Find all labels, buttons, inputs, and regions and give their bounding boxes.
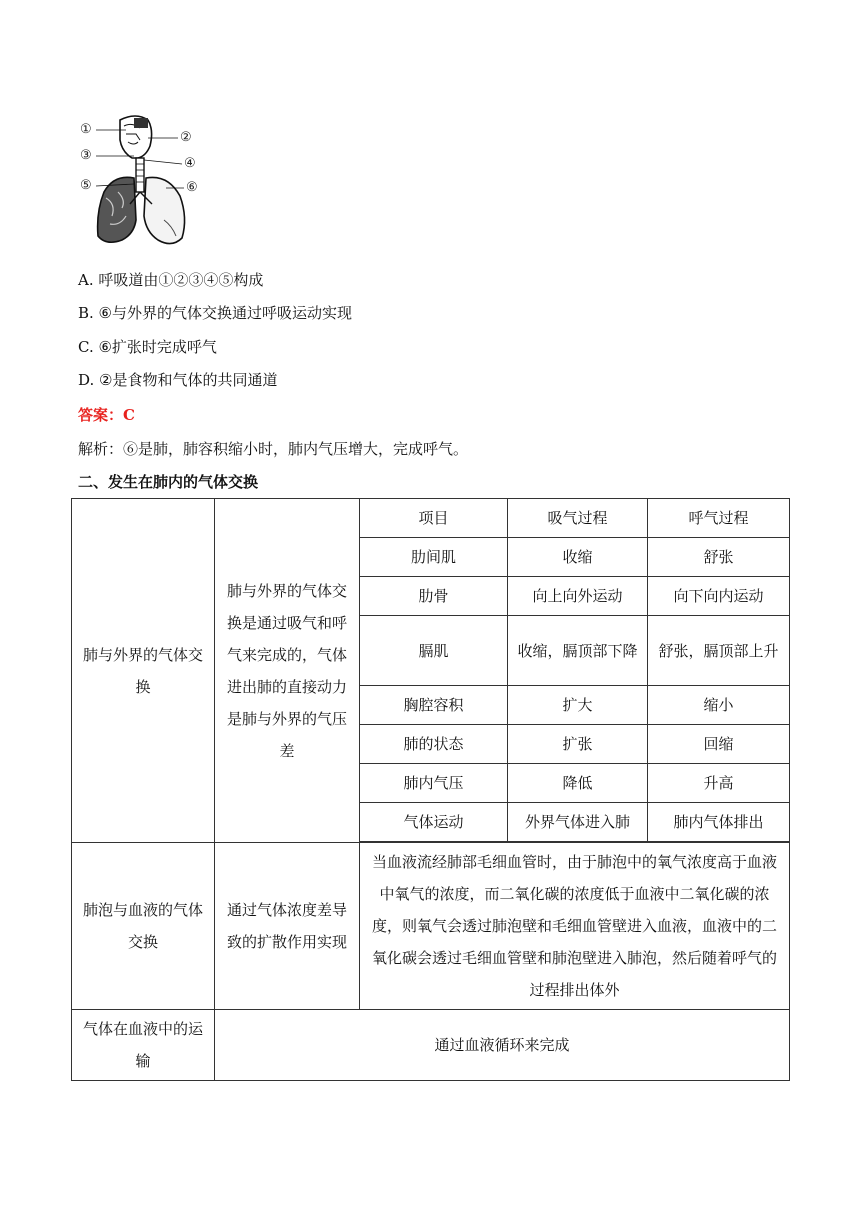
table-cell: 向上向外运动 xyxy=(508,577,648,616)
table-cell: 升高 xyxy=(648,764,790,803)
table-cell: 肺内气压 xyxy=(360,764,508,803)
description-cell-alveoli-blood: 通过气体浓度差导致的扩散作用实现 xyxy=(215,843,360,1010)
table-cell: 舒张，膈顶部上升 xyxy=(648,616,790,686)
table-cell: 向下向内运动 xyxy=(648,577,790,616)
table-cell: 扩大 xyxy=(508,686,648,725)
figure-label-6: ⑥ xyxy=(186,180,198,195)
respiratory-system-diagram xyxy=(76,112,206,252)
gas-exchange-table xyxy=(71,498,790,1081)
header-item: 项目 xyxy=(360,499,508,538)
table-row xyxy=(72,843,790,1010)
category-cell-blood-transport: 气体在血液中的运输 xyxy=(72,1010,215,1081)
description-cell-lung-external: 肺与外界的气体交换是通过吸气和呼气来完成的，气体进出肺的直接动力是肺与外界的气压差 xyxy=(215,499,360,843)
table-cell: 膈肌 xyxy=(360,616,508,686)
table-cell: 胸腔容积 xyxy=(360,686,508,725)
figure-label-2: ② xyxy=(180,130,192,145)
table-cell: 肺的状态 xyxy=(360,725,508,764)
header-exhale: 呼气过程 xyxy=(648,499,790,538)
option-a: A. 呼吸道由①②③④⑤构成 xyxy=(78,271,264,289)
table-cell: 舒张 xyxy=(648,538,790,577)
category-cell-lung-external: 肺与外界的气体交换 xyxy=(72,499,215,843)
option-b: B. ⑥与外界的气体交换通过呼吸运动实现 xyxy=(78,304,353,322)
answer-text: 答案：C xyxy=(78,406,135,424)
table-cell: 收缩 xyxy=(508,538,648,577)
figure-label-4: ④ xyxy=(184,156,196,171)
table-cell: 回缩 xyxy=(648,725,790,764)
table-row xyxy=(72,499,790,538)
section-title: 二、发生在肺内的气体交换 xyxy=(78,473,259,491)
table-cell: 外界气体进入肺 xyxy=(508,803,648,842)
table-cell: 扩张 xyxy=(508,725,648,764)
detail-cell-alveoli-blood: 当血液流经肺部毛细血管时，由于肺泡中的氧气浓度高于血液中氧气的浓度，而二氧化碳的浓度低于血液中二氧化碳的浓度，则氧气会透过肺泡壁和毛细血管壁进入血液，血液中的二氧化碳会透过毛细血管壁和肺泡壁进入肺泡，然后随着呼气的过程排出体外 xyxy=(360,843,790,1010)
category-cell-alveoli-blood: 肺泡与血液的气体交换 xyxy=(72,843,215,1010)
figure-label-3: ③ xyxy=(80,148,92,163)
table-cell: 缩小 xyxy=(648,686,790,725)
table-cell: 收缩，膈顶部下降 xyxy=(508,616,648,686)
table-row xyxy=(72,1010,790,1081)
table-cell: 气体运动 xyxy=(360,803,508,842)
figure-label-1: ① xyxy=(80,122,92,137)
table-cell: 肺内气体排出 xyxy=(648,803,790,842)
figure-label-5: ⑤ xyxy=(80,178,92,193)
detail-cell-blood-transport: 通过血液循环来完成 xyxy=(215,1010,790,1081)
table-cell: 降低 xyxy=(508,764,648,803)
table-cell: 肋骨 xyxy=(360,577,508,616)
analysis-text: 解析：⑥是肺，肺容积缩小时，肺内气压增大，完成呼气。 xyxy=(78,440,469,458)
option-c: C. ⑥扩张时完成呼气 xyxy=(78,338,217,356)
option-d: D. ②是食物和气体的共同通道 xyxy=(78,371,278,389)
table-cell: 肋间肌 xyxy=(360,538,508,577)
header-inhale: 吸气过程 xyxy=(508,499,648,538)
